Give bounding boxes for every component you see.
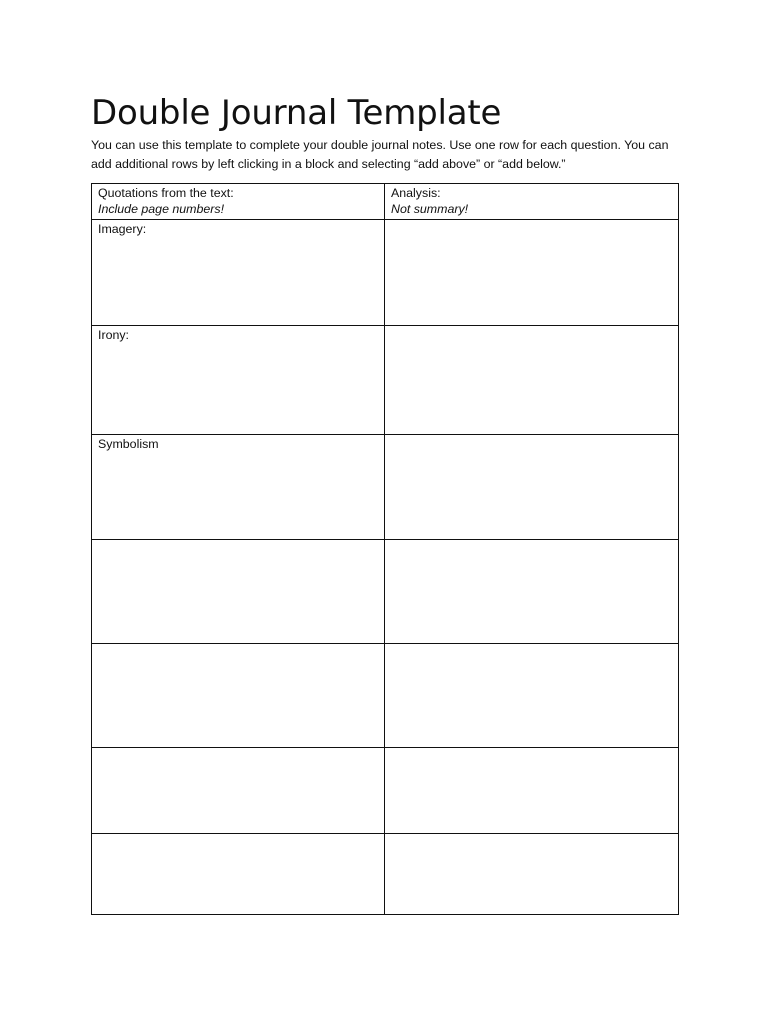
quotation-cell[interactable] [92, 540, 385, 644]
header-cell-quotations[interactable] [92, 184, 385, 220]
table-row [92, 326, 679, 435]
analysis-cell[interactable] [385, 748, 679, 834]
quotation-cell[interactable] [92, 644, 385, 748]
analysis-cell[interactable] [385, 834, 679, 915]
table-header-row [92, 184, 679, 220]
header-analysis-note: Not summary! [391, 202, 469, 216]
row-label-irony: Irony: [98, 328, 129, 342]
table-row [92, 435, 679, 540]
header-cell-analysis[interactable] [385, 184, 679, 220]
document-title: Double Journal Template [91, 93, 502, 133]
double-journal-table [91, 183, 679, 915]
quotation-cell[interactable] [92, 748, 385, 834]
header-analysis-label: Analysis: [391, 186, 441, 200]
quotation-cell-symbolism[interactable] [92, 435, 385, 540]
intro-paragraph: You can use this template to complete your double journal notes. Use one row for each question. You can add additional rows by left clicking in a block and selecting “add above” or “add below.” [91, 138, 669, 171]
analysis-cell[interactable] [385, 220, 679, 326]
table-row [92, 220, 679, 326]
row-label-symbolism: Symbolism [98, 437, 159, 451]
quotation-cell-irony[interactable] [92, 326, 385, 435]
analysis-cell[interactable] [385, 435, 679, 540]
row-label-imagery: Imagery: [98, 222, 147, 236]
table-row [92, 834, 679, 915]
header-quotations-label: Quotations from the text: [98, 186, 234, 200]
analysis-cell[interactable] [385, 644, 679, 748]
header-quotations-note: Include page numbers! [98, 202, 225, 216]
quotation-cell[interactable] [92, 834, 385, 915]
quotation-cell-imagery[interactable] [92, 220, 385, 326]
table-row [92, 540, 679, 644]
table-row [92, 644, 679, 748]
analysis-cell[interactable] [385, 540, 679, 644]
analysis-cell[interactable] [385, 326, 679, 435]
table-row [92, 748, 679, 834]
